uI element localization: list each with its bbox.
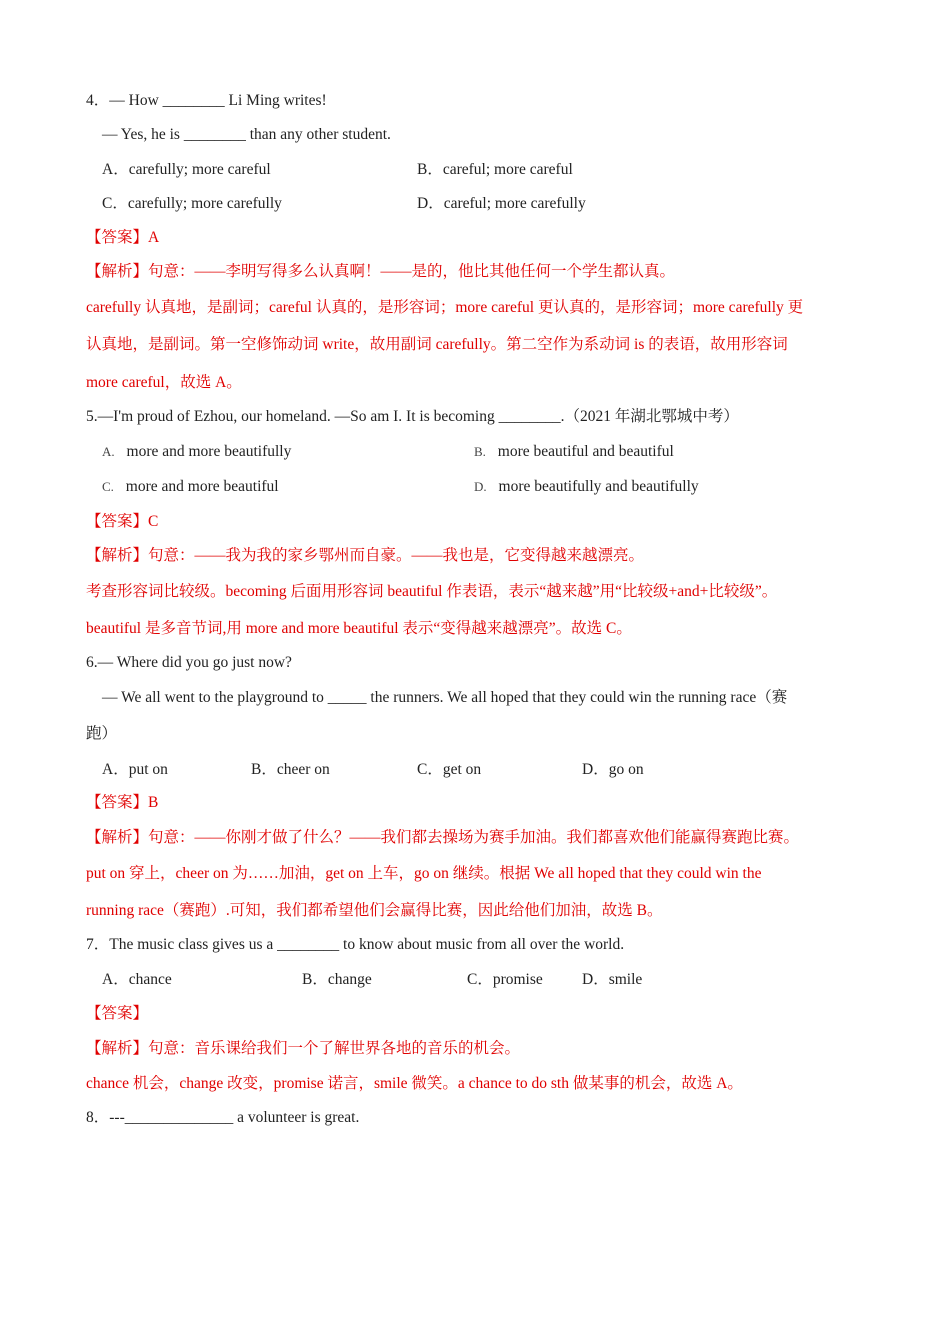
q5-option-b-text: more beautiful and beautiful (497, 443, 674, 460)
q5-stem: 5.—I'm proud of Ezhou, our homeland. —So am I. It is becoming ________.（2021 年湖北鄂城中考） (86, 408, 739, 425)
q5-option-a (102, 441, 291, 463)
q4-stem: 4．— How ________ Li Ming writes! (86, 92, 327, 109)
q5-option-d-letter: D. (474, 479, 487, 494)
q5-analysis-line-3: beautiful 是多音节词,用 more and more beautiful 表示“变得越来越漂亮”。故选 C。 (86, 620, 632, 637)
q7-option-c: C．promise (467, 971, 543, 988)
q6-reply-line-2: 跑） (86, 725, 118, 742)
q5-analysis-line-1: 【解析】句意：——我为我的家乡鄂州而自豪。——我也是，它变得越来越漂亮。 (86, 547, 645, 564)
q5-option-a-letter: A. (102, 444, 115, 459)
q6-analysis-line-3: running race（赛跑）.可知，我们都希望他们会赢得比赛，因此给他们加油，故选 B。 (86, 902, 663, 919)
q4-reply: — Yes, he is ________ than any other student. (102, 126, 391, 143)
q7-option-d: D．smile (582, 971, 643, 988)
q5-option-d-text: more beautifully and beautifully (498, 478, 699, 495)
q7-answer: 【答案】 (86, 1005, 149, 1022)
q5-option-d (474, 476, 699, 498)
q5-answer: 【答案】C (86, 513, 159, 530)
q6-stem: 6.— Where did you go just now? (86, 654, 292, 671)
q7-analysis-line-2: chance 机会，change 改变，promise 诺言，smile 微笑。a chance to do sth 做某事的机会，故选 A。 (86, 1075, 743, 1092)
q4-option-c: C．carefully; more carefully (102, 195, 282, 212)
q4-option-b: B．careful; more careful (417, 161, 573, 178)
q6-option-c: C．get on (417, 761, 482, 778)
q4-analysis-line-1: 【解析】句意：——李明写得多么认真啊！——是的，他比其他任何一个学生都认真。 (86, 263, 676, 280)
q4-option-d: D．careful; more carefully (417, 195, 586, 212)
q7-option-b: B．change (302, 971, 372, 988)
q6-option-b: B．cheer on (251, 761, 330, 778)
q4-option-a: A．carefully; more careful (102, 161, 271, 178)
q5-option-c-letter: C. (102, 479, 114, 494)
q5-option-b-letter: B. (474, 444, 486, 459)
q4-answer: 【答案】A (86, 229, 160, 246)
q6-analysis-line-1: 【解析】句意：——你刚才做了什么？——我们都去操场为赛手加油。我们都喜欢他们能赢得赛跑比赛。 (86, 829, 800, 846)
q4-analysis-line-3: 认真地，是副词。第一空修饰动词 write，故用副词 carefully。第二空作为系动词 is 的表语，故用形容词 (86, 336, 788, 353)
q5-option-a-text: more and more beautifully (126, 443, 292, 460)
q4-analysis-line-2: carefully 认真地，是副词；careful 认真的，是形容词；more careful 更认真的，是形容词；more carefully 更 (86, 299, 804, 316)
q6-reply-line-1: — We all went to the playground to _____ the runners. We all hoped that they could win the running race（赛 (102, 689, 788, 706)
q6-option-a: A．put on (102, 761, 168, 778)
q5-analysis-line-2: 考查形容词比较级。becoming 后面用形容词 beautiful 作表语，表示“越来越”用“比较级+and+比较级”。 (86, 583, 778, 600)
q5-option-c-text: more and more beautiful (125, 478, 279, 495)
q5-option-b (474, 441, 674, 463)
q8-stem: 8．---______________ a volunteer is great. (86, 1109, 360, 1126)
q4-analysis-line-4: more careful，故选 A。 (86, 374, 242, 391)
q6-analysis-line-2: put on 穿上，cheer on 为……加油，get on 上车，go on 继续。根据 We all hoped that they could win the (86, 865, 762, 882)
q7-option-a: A．chance (102, 971, 172, 988)
q6-answer: 【答案】B (86, 794, 159, 811)
q6-option-d: D．go on (582, 761, 644, 778)
q7-stem: 7．The music class gives us a ________ to know about music from all over the world. (86, 936, 625, 953)
q7-analysis-line-1: 【解析】句意：音乐课给我们一个了解世界各地的音乐的机会。 (86, 1040, 521, 1057)
q5-option-c (102, 476, 279, 498)
